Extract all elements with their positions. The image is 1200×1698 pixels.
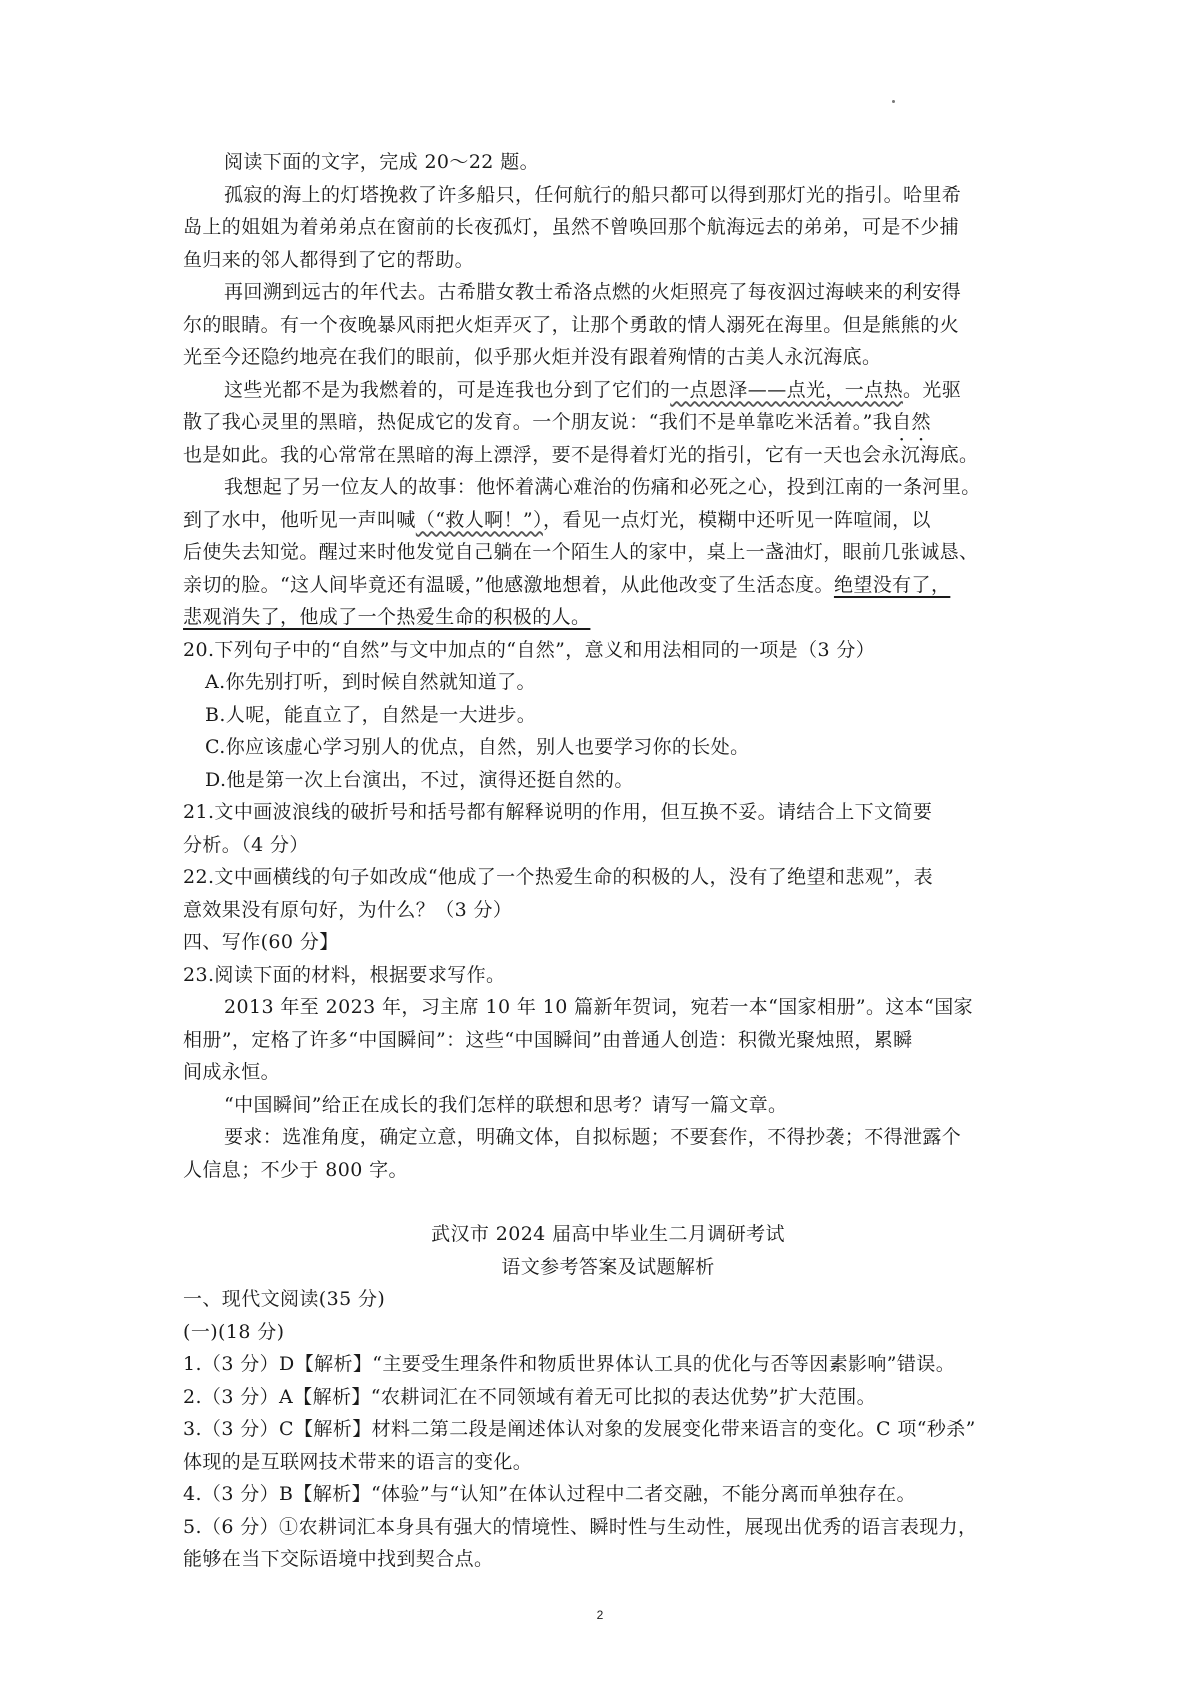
answers-section-heading: 一、现代文阅读(35 分) <box>183 1288 386 1310</box>
question-22: 意效果没有原句好，为什么？（3 分） <box>183 898 513 921</box>
paragraph-1-line: 鱼归来的邻人都得到了它的帮助。 <box>183 248 475 271</box>
paragraph-4-line <box>183 601 1033 634</box>
question-20: 20.下列句子中的“自然”与文中加点的“自然”，意义和用法相同的一项是（3 分） <box>183 638 876 661</box>
question-22: 22.文中画横线的句子如改成“他成了一个热爱生命的积极的人，没有了绝望和悲观”，表 <box>183 866 934 888</box>
text-span: 这些光都不是为我燃着的，可是连我也分到了它们的 <box>224 378 671 401</box>
underlined-text: 悲观消失了，他成了一个热爱生命的积极的人。 <box>183 606 591 628</box>
paragraph-3-line <box>183 406 1033 439</box>
scan-speck <box>892 100 895 103</box>
material-line: 相册”，定格了许多“中国瞬间”：这些“中国瞬间”由普通人创造：积微光聚烛照，累瞬 <box>183 1028 913 1051</box>
paragraph-2-line: 尔的眼睛。有一个夜晚暴风雨把火炬弄灭了，让那个勇敢的情人溺死在海里。但是熊熊的火 <box>183 313 960 336</box>
answer-5: 能够在当下交际语境中找到契合点。 <box>183 1548 494 1570</box>
answer-4: 4.（3 分）B【解析】“体验”与“认知”在体认过程中二者交融，不能分离而单独存在。 <box>183 1483 916 1505</box>
answers-part-heading: (一)(18 分) <box>183 1320 285 1343</box>
answers-subtitle: 语文参考答案及试题解析 <box>501 1255 715 1278</box>
text-span: 亲切的脸。“这人间毕竟还有温暖，”他感激地想着，从此他改变了生活态度。 <box>183 573 834 596</box>
dotted-char: 自 <box>892 411 912 433</box>
paragraph-3-line: 也是如此。我的心常常在黑暗的海上漂浮，要不是得着灯光的指引，它有一天也会永沉海底。 <box>183 443 979 466</box>
answer-2: 2.（3 分）A【解析】“农耕词汇在不同领域有着无可比拟的表达优势”扩大范围。 <box>183 1385 877 1408</box>
paragraph-4-line <box>183 504 1033 537</box>
material-prompt: “中国瞬间”给正在成长的我们怎样的联想和思考？请写一篇文章。 <box>224 1093 788 1116</box>
page-number: 2 <box>596 1608 604 1622</box>
wavy-underlined-text: 一点恩泽——点光，一点热 <box>670 378 904 401</box>
answers-title: 武汉市 2024 届高中毕业生二月调研考试 <box>431 1223 785 1245</box>
paragraph-4-line <box>183 569 1033 602</box>
text-span: 到了水中，他听见一声叫喊 <box>183 508 416 531</box>
answer-1: 1.（3 分）D【解析】“主要受生理条件和物质世界体认工具的优化与否等因素影响”错误。 <box>183 1353 956 1375</box>
question-21: 21.文中画波浪线的破折号和括号都有解释说明的作用，但互换不妥。请结合上下文简要 <box>183 801 933 823</box>
paragraph-4-line: 我想起了另一位友人的故事：他怀着满心难治的伤痛和必死之心，投到江南的一条河里。 <box>224 476 981 498</box>
option-c: C.你应该虚心学习别人的优点，自然，别人也要学习你的长处。 <box>205 736 750 758</box>
option-a: A.你先别打听，到时候自然就知道了。 <box>205 671 536 693</box>
requirements-line: 要求：选准角度，确定立意，明确文体，自拟标题；不要套作，不得抄袭；不得泄露个 <box>224 1126 962 1148</box>
text-span: 。光驱 <box>903 378 962 401</box>
writing-section-heading: 四、写作(60 分】 <box>183 931 339 953</box>
answer-5: 5.（6 分）①农耕词汇本身具有强大的情境性、瞬时性与生动性，展现出优秀的语言表现力， <box>183 1515 978 1538</box>
paragraph-2-line: 再回溯到远古的年代去。古希腊女教士希洛点燃的火炬照亮了每夜泅过海峡来的利安得 <box>224 281 962 303</box>
wavy-underlined-text: （“救人啊！”） <box>415 508 543 531</box>
option-b: B.人呢，能直立了，自然是一大进步。 <box>205 703 537 726</box>
dotted-char: 然 <box>911 411 931 433</box>
text-span: ，看见一点灯光，模糊中还听见一阵喧闹，以 <box>542 508 931 531</box>
option-d: D.他是第一次上台演出，不过，演得还挺自然的。 <box>205 768 634 791</box>
material-line: 2013 年至 2023 年，习主席 10 年 10 篇新年贺词，宛若一本“国家相册”。这本“国家 <box>224 996 974 1018</box>
paragraph-1-line: 岛上的姐姐为着弟弟点在窗前的长夜孤灯，虽然不曾唤回那个航海远去的弟弟，可是不少捕 <box>183 216 960 238</box>
material-line: 间成永恒。 <box>183 1061 281 1083</box>
reading-intro: 阅读下面的文字，完成 20～22 题。 <box>224 151 540 173</box>
paragraph-3-line <box>183 374 1033 407</box>
paragraph-1-line: 孤寂的海上的灯塔挽救了许多船只，任何航行的船只都可以得到那灯光的指引。哈里希 <box>224 183 962 206</box>
text-span: 散了我心灵里的黑暗，热促成它的发育。一个朋友说：“我们不是单靠吃米活着。”我 <box>183 411 893 433</box>
requirements-line: 人信息；不少于 800 字。 <box>183 1158 408 1181</box>
page-content <box>183 146 1033 1576</box>
question-23: 23.阅读下面的材料，根据要求写作。 <box>183 963 506 986</box>
answer-3: 体现的是互联网技术带来的语言的变化。 <box>183 1450 533 1473</box>
answer-3: 3.（3 分）C【解析】材料二第二段是阐述体认对象的发展变化带来语言的变化。C 项“秒杀” <box>183 1418 976 1440</box>
underlined-text: 绝望没有了， <box>833 573 951 596</box>
paragraph-2-line: 光至今还隐约地亮在我们的眼前，似乎那火炬并没有跟着殉情的古美人永沉海底。 <box>183 346 882 368</box>
question-21: 分析。（4 分） <box>183 833 309 856</box>
paragraph-4-line: 后使失去知觉。醒过来时他发觉自己躺在一个陌生人的家中，桌上一盏油灯，眼前几张诚恳、 <box>183 541 979 563</box>
